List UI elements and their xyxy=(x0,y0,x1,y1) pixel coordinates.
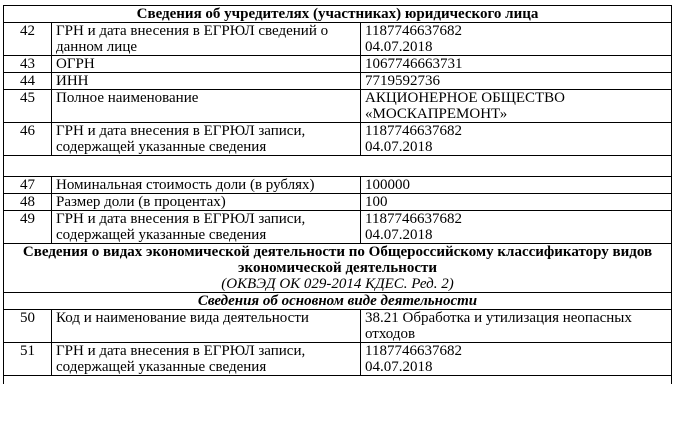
row-value xyxy=(361,310,672,343)
row-label: ГРН и дата внесения в ЕГРЮЛ записи, содержащей указанные сведения xyxy=(52,211,361,244)
founders-section-title: Сведения об учредителях (участниках) юридического лица xyxy=(4,6,672,23)
empty-cell xyxy=(4,156,672,177)
okved-section-title: Сведения о видах экономической деятельности по Общероссийскому классификатору видов экономической деятельности xyxy=(22,244,653,276)
row-number: 42 xyxy=(4,23,52,56)
value-line-2: 04.07.2018 xyxy=(365,139,433,155)
okved-section-subtitle: (ОКВЭД ОК 029-2014 КДЕС. Ред. 2) xyxy=(221,276,454,292)
value-line-2: «МОСКАПРЕМОНТ» xyxy=(365,106,508,122)
row-value xyxy=(361,194,672,211)
row-label: ГРН и дата внесения в ЕГРЮЛ записи, содержащей указанные сведения xyxy=(52,123,361,156)
row-label: ГРН и дата внесения в ЕГРЮЛ записи, содержащей указанные сведения xyxy=(52,343,361,376)
table-row xyxy=(4,90,672,123)
table-row xyxy=(4,73,672,90)
trailing-row xyxy=(4,376,672,385)
section-header-row xyxy=(4,244,672,293)
row-label: Код и наименование вида деятельности xyxy=(52,310,361,343)
value-line-1: 100 xyxy=(365,194,388,210)
table-row xyxy=(4,56,672,73)
row-number: 43 xyxy=(4,56,52,73)
table-row xyxy=(4,343,672,376)
table-row xyxy=(4,194,672,211)
row-number: 51 xyxy=(4,343,52,376)
row-label: Размер доли (в процентах) xyxy=(52,194,361,211)
table-row xyxy=(4,177,672,194)
row-number: 48 xyxy=(4,194,52,211)
value-line-1: 1187746637682 xyxy=(365,211,462,227)
value-line-1: АКЦИОНЕРНОЕ ОБЩЕСТВО xyxy=(365,90,565,106)
row-value xyxy=(361,343,672,376)
value-line-1: 1187746637682 xyxy=(365,23,462,39)
trailing-cell xyxy=(4,376,672,385)
row-number: 47 xyxy=(4,177,52,194)
value-line-1: 38.21 Обработка и утилизация неопасных отходов xyxy=(365,310,632,342)
okved-section-header xyxy=(4,244,672,293)
value-line-2: 04.07.2018 xyxy=(365,39,433,55)
row-value xyxy=(361,23,672,56)
row-label: ИНН xyxy=(52,73,361,90)
row-number: 46 xyxy=(4,123,52,156)
row-value xyxy=(361,56,672,73)
table-row xyxy=(4,310,672,343)
section-header-row xyxy=(4,6,672,23)
empty-separator-row xyxy=(4,156,672,177)
row-label: ОГРН xyxy=(52,56,361,73)
row-label: ГРН и дата внесения в ЕГРЮЛ сведений о данном лице xyxy=(52,23,361,56)
main-activity-title: Сведения об основном виде деятельности xyxy=(4,293,672,310)
row-value xyxy=(361,90,672,123)
value-line-1: 7719592736 xyxy=(365,73,440,89)
value-line-2: 04.07.2018 xyxy=(365,227,433,243)
table-row xyxy=(4,211,672,244)
row-value xyxy=(361,211,672,244)
row-label: Полное наименование xyxy=(52,90,361,123)
row-value xyxy=(361,123,672,156)
table-row xyxy=(4,23,672,56)
row-label: Номинальная стоимость доли (в рублях) xyxy=(52,177,361,194)
value-line-1: 1187746637682 xyxy=(365,343,462,359)
value-line-2: 04.07.2018 xyxy=(365,359,433,375)
row-value xyxy=(361,177,672,194)
row-number: 45 xyxy=(4,90,52,123)
subsection-header-row xyxy=(4,293,672,310)
row-number: 50 xyxy=(4,310,52,343)
row-value xyxy=(361,73,672,90)
row-number: 49 xyxy=(4,211,52,244)
value-line-1: 100000 xyxy=(365,177,410,193)
row-number: 44 xyxy=(4,73,52,90)
egrul-extract-table xyxy=(3,5,672,384)
value-line-1: 1187746637682 xyxy=(365,123,462,139)
table-row xyxy=(4,123,672,156)
value-line-1: 1067746663731 xyxy=(365,56,463,72)
